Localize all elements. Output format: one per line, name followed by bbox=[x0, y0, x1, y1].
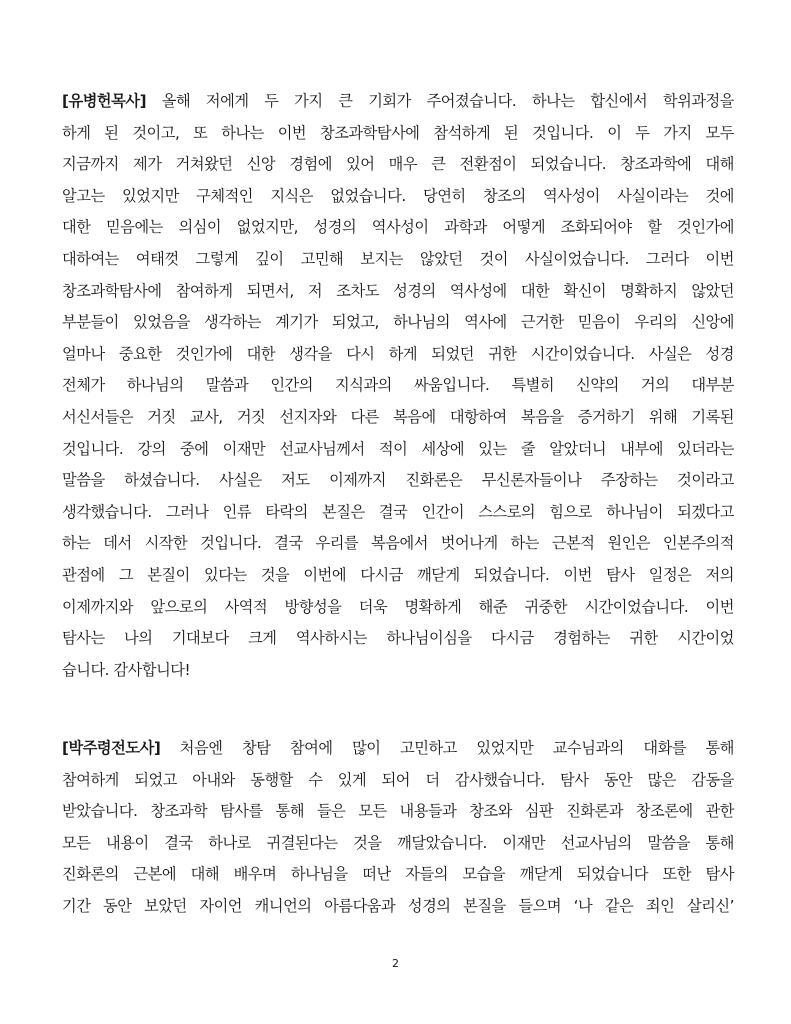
testimony-paragraph-1 bbox=[62, 88, 734, 688]
speaker-name: [박주령전도사] bbox=[62, 739, 161, 757]
paragraph-line: 진화론의 근본에 대해 배우며 하나님을 떠난 자들의 모습을 깨닫게 되었습니다 또한 탐사 bbox=[62, 865, 734, 884]
paragraph-line: 지금까지 제가 거쳐왔던 신앙 경험에 있어 매우 큰 전환점이 되었습니다. 창조과학에 대해 bbox=[62, 155, 734, 174]
paragraph-line: [유병헌목사] 올해 저에게 두 가지 큰 기회가 주어졌습니다. 하나는 합신에서 학위과정을 bbox=[62, 92, 734, 110]
paragraph-line: [박주령전도사] 처음엔 창탐 참여에 많이 고민하고 있었지만 교수님과의 대화를 통해 bbox=[62, 739, 734, 757]
paragraph-line: 기간 동안 보았던 자이언 캐니언의 아름다움과 성경의 본질을 들으며 ‘나 같은 죄인 살리신’ bbox=[62, 896, 734, 915]
paragraph-line: 관점에 그 본질이 있다는 것을 이번에 다시금 깨닫게 되었습니다. 이번 탐사 일정은 저의 bbox=[62, 565, 734, 584]
paragraph-line: 하는 데서 시작한 것입니다. 결국 우리를 복음에서 벗어나게 하는 근본적 원인은 인본주의적 bbox=[62, 534, 734, 553]
paragraph-line: 것입니다. 강의 중에 이재만 선교사님께서 적이 세상에 있는 줄 알았더니 내부에 있더라는 bbox=[62, 439, 734, 458]
paragraph-line: 말씀을 하셨습니다. 사실은 저도 이제까지 진화론은 무신론자들이나 주장하는 것이라고 bbox=[62, 471, 734, 490]
paragraph-line: 얼마나 중요한 것인가에 대한 생각을 다시 하게 되었던 귀한 시간이었습니다. 사실은 성경 bbox=[62, 344, 734, 363]
page-number: 2 bbox=[392, 957, 399, 970]
paragraph-line: 받았습니다. 창조과학 탐사를 통해 들은 모든 내용들과 창조와 심판 진화론과 창조론에 관한 bbox=[62, 802, 734, 821]
paragraph-line: 탐사는 나의 기대보다 크게 역사하시는 하나님이심을 다시금 경험하는 귀한 시간이었 bbox=[62, 629, 734, 648]
paragraph-line: 부분들이 있었음을 생각하는 계기가 되었고, 하나님의 역사에 근거한 믿음이 우리의 신앙에 bbox=[62, 313, 734, 332]
paragraph-line: 참여하게 되었고 아내와 동행할 수 있게 되어 더 감사했습니다. 탐사 동안 많은 감동을 bbox=[62, 770, 734, 789]
paragraph-line: 습니다. 감사합니다! bbox=[62, 660, 191, 679]
paragraph-line: 전체가 하나님의 말씀과 인간의 지식과의 싸움입니다. 특별히 신약의 거의 대부분 bbox=[62, 376, 734, 395]
paragraph-line: 모든 내용이 결국 하나로 귀결된다는 것을 깨달았습니다. 이재만 선교사님의 말씀을 통해 bbox=[62, 833, 734, 852]
paragraph-line: 알고는 있었지만 구체적인 지식은 없었습니다. 당연히 창조의 역사성이 사실이라는 것에 bbox=[62, 186, 734, 205]
testimony-paragraph-2 bbox=[62, 735, 734, 925]
paragraph-line: 생각했습니다. 그러나 인류 타락의 본질은 결국 인간이 스스로의 힘으로 하나님이 되겠다고 bbox=[62, 502, 734, 521]
paragraph-line: 대하여는 여태껏 그렇게 깊이 고민해 보지는 않았던 것이 사실이었습니다. 그러다 이번 bbox=[62, 249, 734, 268]
paragraph-line: 창조과학탐사에 참여하게 되면서, 저 조차도 성경의 역사성에 대한 확신이 명확하지 않았던 bbox=[62, 281, 734, 300]
paragraph-line: 하게 된 것이고, 또 하나는 이번 창조과학탐사에 참석하게 된 것입니다. 이 두 가지 모두 bbox=[62, 123, 734, 142]
paragraph-line: 이제까지와 앞으로의 사역적 방향성을 더욱 명확하게 해준 귀중한 시간이었습니다. 이번 bbox=[62, 597, 734, 616]
speaker-name: [유병헌목사] bbox=[62, 92, 147, 110]
paragraph-line: 서신서들은 거짓 교사, 거짓 선지자와 다른 복음에 대항하여 복음을 증거하기 위해 기록된 bbox=[62, 407, 734, 426]
paragraph-line: 대한 믿음에는 의심이 없었지만, 성경의 역사성이 과학과 어떻게 조화되어야 할 것인가에 bbox=[62, 218, 734, 237]
